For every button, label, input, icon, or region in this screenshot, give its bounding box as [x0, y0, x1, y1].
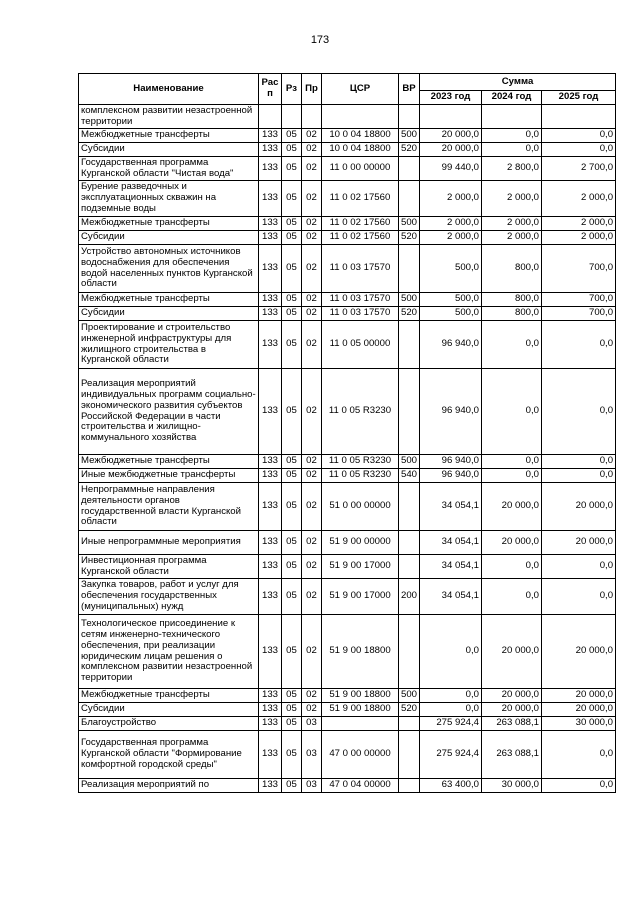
row-name: Реализация мероприятий индивидуальных программ социально-экономического развития субъектов Российской Федерации в части строительства и жилищно-коммунального хозяйства	[79, 369, 259, 455]
row-amount-2023: 34 054,1	[420, 555, 482, 579]
row-rz: 05	[282, 293, 302, 307]
row-rasp: 133	[259, 469, 282, 483]
row-name: Иные межбюджетные трансферты	[79, 469, 259, 483]
table-row	[79, 307, 616, 321]
table-body	[79, 105, 616, 793]
row-name: Субсидии	[79, 307, 259, 321]
row-amount-2025: 2 000,0	[542, 217, 616, 231]
row-amount-2023: 500,0	[420, 293, 482, 307]
row-amount-2025: 700,0	[542, 245, 616, 293]
table-row	[79, 483, 616, 531]
row-amount-2025: 20 000,0	[542, 615, 616, 689]
row-amount-2025: 0,0	[542, 455, 616, 469]
row-name: Бурение разведочных и эксплуатационных скважин на подземные воды	[79, 181, 259, 217]
row-amount-2024	[482, 105, 542, 129]
row-vr: 520	[399, 703, 420, 717]
row-rasp: 133	[259, 531, 282, 555]
row-amount-2025: 0,0	[542, 369, 616, 455]
row-name: Межбюджетные трансферты	[79, 129, 259, 143]
row-vr	[399, 531, 420, 555]
row-rz: 05	[282, 455, 302, 469]
row-amount-2025: 0,0	[542, 469, 616, 483]
header-pr: Пр	[302, 74, 322, 105]
row-amount-2023: 0,0	[420, 615, 482, 689]
row-name: Технологическое присоединение к сетям инженерно-технического обеспечения, при реализации юридическим лицам решения о комплексном развитии незастроенной территории	[79, 615, 259, 689]
row-pr: 02	[302, 579, 322, 615]
row-vr	[399, 321, 420, 369]
row-csr: 51 0 00 00000	[322, 483, 399, 531]
row-amount-2024: 263 088,1	[482, 717, 542, 731]
row-pr: 02	[302, 689, 322, 703]
row-vr: 520	[399, 231, 420, 245]
row-amount-2023: 63 400,0	[420, 779, 482, 793]
row-rasp: 133	[259, 293, 282, 307]
row-vr	[399, 105, 420, 129]
row-amount-2023: 500,0	[420, 245, 482, 293]
row-pr: 02	[302, 615, 322, 689]
table-row	[79, 779, 616, 793]
header-csr: ЦСР	[322, 74, 399, 105]
table-row	[79, 181, 616, 217]
table-row	[79, 217, 616, 231]
row-rz: 05	[282, 779, 302, 793]
row-rasp: 133	[259, 181, 282, 217]
row-amount-2024: 0,0	[482, 555, 542, 579]
row-rasp: 133	[259, 321, 282, 369]
row-name: Межбюджетные трансферты	[79, 689, 259, 703]
row-amount-2023: 96 940,0	[420, 455, 482, 469]
row-rasp: 133	[259, 129, 282, 143]
row-amount-2025: 0,0	[542, 579, 616, 615]
row-rz: 05	[282, 717, 302, 731]
row-pr: 02	[302, 181, 322, 217]
row-pr: 02	[302, 469, 322, 483]
row-rz: 05	[282, 615, 302, 689]
row-amount-2024: 2 800,0	[482, 157, 542, 181]
row-csr: 11 0 05 R3230	[322, 369, 399, 455]
row-rz: 05	[282, 579, 302, 615]
row-vr: 500	[399, 455, 420, 469]
row-rasp: 133	[259, 717, 282, 731]
row-pr: 02	[302, 703, 322, 717]
table-row	[79, 731, 616, 779]
row-rz: 05	[282, 469, 302, 483]
row-csr: 51 9 00 18800	[322, 703, 399, 717]
row-pr: 02	[302, 307, 322, 321]
row-rasp: 133	[259, 483, 282, 531]
row-amount-2024: 20 000,0	[482, 615, 542, 689]
row-pr: 02	[302, 555, 322, 579]
row-rz: 05	[282, 181, 302, 217]
row-vr	[399, 615, 420, 689]
row-pr: 02	[302, 143, 322, 157]
row-vr	[399, 731, 420, 779]
row-csr: 51 9 00 18800	[322, 615, 399, 689]
header-sum: Сумма	[420, 74, 616, 91]
row-name: Реализация мероприятий по	[79, 779, 259, 793]
row-vr	[399, 369, 420, 455]
table-row	[79, 717, 616, 731]
row-amount-2024: 20 000,0	[482, 703, 542, 717]
row-pr: 03	[302, 717, 322, 731]
row-amount-2024: 20 000,0	[482, 531, 542, 555]
row-amount-2023: 96 940,0	[420, 469, 482, 483]
row-amount-2025: 20 000,0	[542, 531, 616, 555]
row-name: Проектирование и строительство инженерной инфраструктуры для жилищного строительства в Курганской области	[79, 321, 259, 369]
row-name: Благоустройство	[79, 717, 259, 731]
row-amount-2024: 2 000,0	[482, 217, 542, 231]
row-vr	[399, 555, 420, 579]
row-rz: 05	[282, 369, 302, 455]
header-year-2024: 2024 год	[482, 91, 542, 105]
row-amount-2023: 0,0	[420, 703, 482, 717]
row-vr: 500	[399, 129, 420, 143]
row-vr: 500	[399, 293, 420, 307]
row-pr: 02	[302, 531, 322, 555]
budget-table	[78, 73, 616, 793]
table-row	[79, 293, 616, 307]
row-vr	[399, 157, 420, 181]
row-amount-2024: 0,0	[482, 369, 542, 455]
row-pr: 02	[302, 455, 322, 469]
row-pr: 03	[302, 779, 322, 793]
row-amount-2023: 96 940,0	[420, 369, 482, 455]
row-rasp: 133	[259, 555, 282, 579]
row-amount-2023: 0,0	[420, 689, 482, 703]
row-vr	[399, 717, 420, 731]
row-amount-2023: 34 054,1	[420, 483, 482, 531]
row-amount-2023: 275 924,4	[420, 731, 482, 779]
row-amount-2023: 34 054,1	[420, 531, 482, 555]
row-amount-2024: 0,0	[482, 129, 542, 143]
row-csr: 11 0 02 17560	[322, 217, 399, 231]
row-csr: 51 9 00 17000	[322, 579, 399, 615]
header-vr: ВР	[399, 74, 420, 105]
row-rz: 05	[282, 531, 302, 555]
row-pr: 03	[302, 731, 322, 779]
row-vr	[399, 779, 420, 793]
row-csr	[322, 717, 399, 731]
row-vr: 500	[399, 217, 420, 231]
row-rasp: 133	[259, 217, 282, 231]
row-amount-2023: 500,0	[420, 307, 482, 321]
row-amount-2025: 0,0	[542, 731, 616, 779]
row-pr: 02	[302, 293, 322, 307]
row-name: Непрограммные направления деятельности органов государственной власти Курганской области	[79, 483, 259, 531]
table-row	[79, 703, 616, 717]
row-csr: 11 0 03 17570	[322, 245, 399, 293]
header-year-2025: 2025 год	[542, 91, 616, 105]
row-pr: 02	[302, 217, 322, 231]
row-amount-2025: 2 700,0	[542, 157, 616, 181]
row-rasp: 133	[259, 779, 282, 793]
row-amount-2024: 2 000,0	[482, 231, 542, 245]
row-amount-2024: 30 000,0	[482, 779, 542, 793]
row-amount-2023: 34 054,1	[420, 579, 482, 615]
row-rasp: 133	[259, 615, 282, 689]
row-rz: 05	[282, 217, 302, 231]
row-rz: 05	[282, 143, 302, 157]
row-amount-2023: 2 000,0	[420, 181, 482, 217]
row-amount-2024: 20 000,0	[482, 483, 542, 531]
row-amount-2024: 0,0	[482, 579, 542, 615]
row-vr	[399, 483, 420, 531]
header-year-2023: 2023 год	[420, 91, 482, 105]
row-name: Закупка товаров, работ и услуг для обеспечения государственных (муниципальных) нужд	[79, 579, 259, 615]
row-name: Иные непрограммные мероприятия	[79, 531, 259, 555]
row-vr: 540	[399, 469, 420, 483]
row-amount-2024: 263 088,1	[482, 731, 542, 779]
row-amount-2023: 96 940,0	[420, 321, 482, 369]
row-amount-2025	[542, 105, 616, 129]
row-vr: 200	[399, 579, 420, 615]
row-name: Государственная программа Курганской области "Формирование комфортной городской среды"	[79, 731, 259, 779]
table-row	[79, 689, 616, 703]
row-name: комплексном развитии незастроенной территории	[79, 105, 259, 129]
row-csr: 11 0 00 00000	[322, 157, 399, 181]
row-name: Инвестиционная программа Курганской области	[79, 555, 259, 579]
row-rz: 05	[282, 129, 302, 143]
row-rasp: 133	[259, 579, 282, 615]
row-rasp: 133	[259, 307, 282, 321]
row-rz: 05	[282, 307, 302, 321]
row-csr: 10 0 04 18800	[322, 129, 399, 143]
row-amount-2023: 20 000,0	[420, 143, 482, 157]
row-csr: 11 0 05 R3230	[322, 469, 399, 483]
row-csr: 47 0 00 00000	[322, 731, 399, 779]
table-row	[79, 231, 616, 245]
row-amount-2025: 700,0	[542, 307, 616, 321]
row-pr: 02	[302, 321, 322, 369]
row-rz: 05	[282, 689, 302, 703]
page-number: 173	[310, 34, 330, 46]
row-csr: 11 0 02 17560	[322, 231, 399, 245]
row-rasp: 133	[259, 455, 282, 469]
header-name: Наименование	[79, 74, 259, 105]
row-pr: 02	[302, 369, 322, 455]
header-rasp: Рас п	[259, 74, 282, 105]
table-row	[79, 531, 616, 555]
row-rasp: 133	[259, 231, 282, 245]
row-csr: 11 0 05 R3230	[322, 455, 399, 469]
table-row	[79, 615, 616, 689]
row-amount-2025: 30 000,0	[542, 717, 616, 731]
row-amount-2024: 0,0	[482, 321, 542, 369]
row-amount-2024: 800,0	[482, 293, 542, 307]
header-rz: Рз	[282, 74, 302, 105]
row-amount-2025: 0,0	[542, 555, 616, 579]
row-amount-2025: 0,0	[542, 129, 616, 143]
row-amount-2025: 0,0	[542, 321, 616, 369]
row-name: Субсидии	[79, 703, 259, 717]
row-amount-2025: 20 000,0	[542, 483, 616, 531]
row-rasp: 133	[259, 689, 282, 703]
row-amount-2024: 800,0	[482, 245, 542, 293]
table-row	[79, 455, 616, 469]
row-csr: 51 9 00 00000	[322, 531, 399, 555]
row-amount-2024: 0,0	[482, 143, 542, 157]
row-csr: 11 0 03 17570	[322, 307, 399, 321]
row-amount-2024: 0,0	[482, 469, 542, 483]
row-amount-2023: 2 000,0	[420, 217, 482, 231]
row-vr	[399, 245, 420, 293]
row-rz	[282, 105, 302, 129]
row-rz: 05	[282, 321, 302, 369]
row-rasp: 133	[259, 245, 282, 293]
row-vr: 520	[399, 307, 420, 321]
row-amount-2023: 20 000,0	[420, 129, 482, 143]
row-rz: 05	[282, 483, 302, 531]
row-vr	[399, 181, 420, 217]
row-name: Государственная программа Курганской области "Чистая вода"	[79, 157, 259, 181]
row-rz: 05	[282, 231, 302, 245]
row-amount-2024: 0,0	[482, 455, 542, 469]
table-row	[79, 369, 616, 455]
row-amount-2023: 2 000,0	[420, 231, 482, 245]
row-rz: 05	[282, 703, 302, 717]
table-row	[79, 129, 616, 143]
row-csr: 11 0 05 00000	[322, 321, 399, 369]
row-csr: 51 9 00 17000	[322, 555, 399, 579]
row-rasp: 133	[259, 369, 282, 455]
row-pr: 02	[302, 245, 322, 293]
row-pr	[302, 105, 322, 129]
table-row	[79, 469, 616, 483]
row-name: Субсидии	[79, 231, 259, 245]
table-row	[79, 105, 616, 129]
row-amount-2023: 99 440,0	[420, 157, 482, 181]
row-rasp: 133	[259, 731, 282, 779]
row-name: Субсидии	[79, 143, 259, 157]
row-name: Межбюджетные трансферты	[79, 293, 259, 307]
row-rasp	[259, 105, 282, 129]
row-amount-2023: 275 924,4	[420, 717, 482, 731]
table-row	[79, 245, 616, 293]
table-row	[79, 555, 616, 579]
row-name: Устройство автономных источников водоснабжения для обеспечения водой населенных пунктов Курганской области	[79, 245, 259, 293]
row-amount-2025: 2 000,0	[542, 181, 616, 217]
table-row	[79, 143, 616, 157]
row-csr: 47 0 04 00000	[322, 779, 399, 793]
row-csr: 11 0 02 17560	[322, 181, 399, 217]
row-rz: 05	[282, 245, 302, 293]
row-rz: 05	[282, 157, 302, 181]
row-rz: 05	[282, 555, 302, 579]
row-amount-2025: 20 000,0	[542, 689, 616, 703]
row-csr: 51 9 00 18800	[322, 689, 399, 703]
row-amount-2024: 2 000,0	[482, 181, 542, 217]
row-name: Межбюджетные трансферты	[79, 455, 259, 469]
row-amount-2025: 700,0	[542, 293, 616, 307]
row-amount-2025: 0,0	[542, 143, 616, 157]
row-csr: 10 0 04 18800	[322, 143, 399, 157]
row-pr: 02	[302, 231, 322, 245]
row-amount-2023	[420, 105, 482, 129]
row-amount-2025: 0,0	[542, 779, 616, 793]
row-vr: 500	[399, 689, 420, 703]
row-pr: 02	[302, 157, 322, 181]
table-row	[79, 321, 616, 369]
row-amount-2025: 2 000,0	[542, 231, 616, 245]
row-name: Межбюджетные трансферты	[79, 217, 259, 231]
row-rasp: 133	[259, 157, 282, 181]
row-csr: 11 0 03 17570	[322, 293, 399, 307]
row-amount-2024: 800,0	[482, 307, 542, 321]
row-csr	[322, 105, 399, 129]
row-rz: 05	[282, 731, 302, 779]
row-pr: 02	[302, 129, 322, 143]
row-pr: 02	[302, 483, 322, 531]
row-rasp: 133	[259, 703, 282, 717]
row-amount-2024: 20 000,0	[482, 689, 542, 703]
row-vr: 520	[399, 143, 420, 157]
row-amount-2025: 20 000,0	[542, 703, 616, 717]
table-row	[79, 579, 616, 615]
row-rasp: 133	[259, 143, 282, 157]
table-row	[79, 157, 616, 181]
